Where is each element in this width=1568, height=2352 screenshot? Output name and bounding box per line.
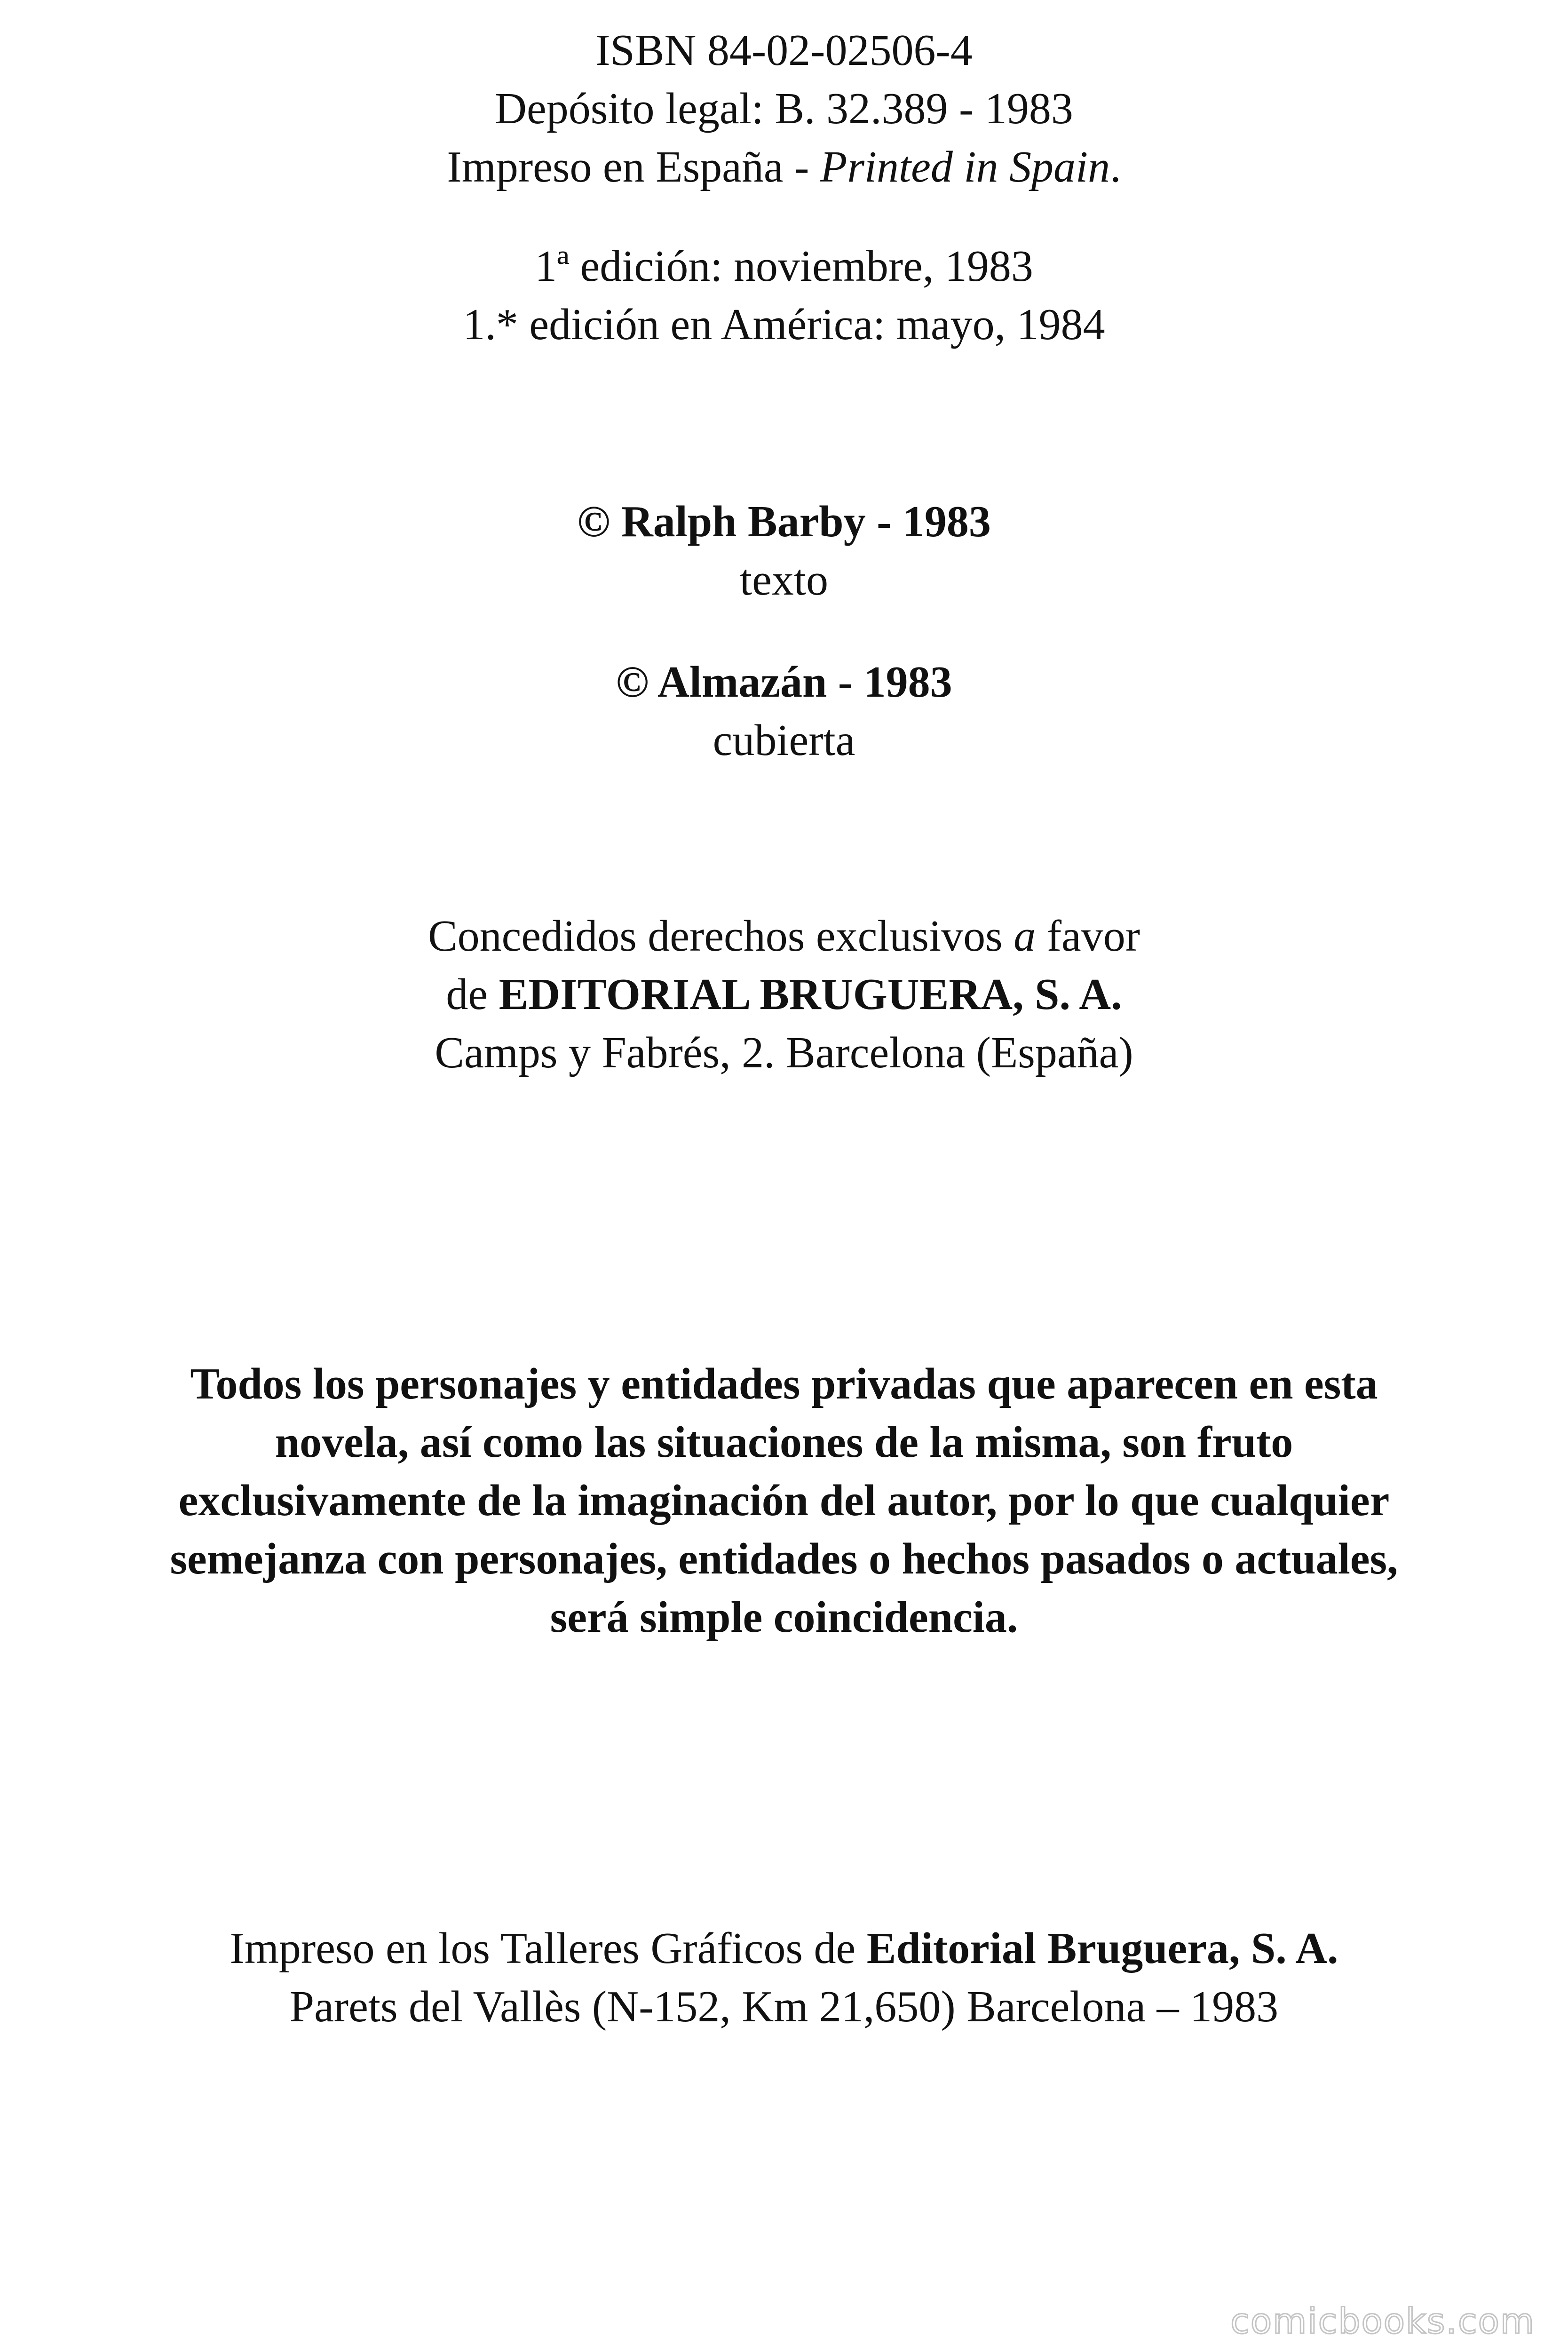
rights-line-1-b: a [1014, 912, 1036, 961]
printed-in-spain-es: Impreso en España - [447, 143, 820, 191]
printer-name: Editorial Bruguera, S. A. [866, 1924, 1338, 1973]
copyright-text-block [0, 493, 1568, 609]
disclaimer-block [0, 1355, 1568, 1646]
printed-in-spain-dot: . [1110, 143, 1121, 191]
imprint-block [0, 21, 1568, 196]
disclaimer-line: novela, así como las situaciones de la misma, son fruto [275, 1418, 1293, 1467]
america-edition: 1.* edición en América: mayo, 1984 [463, 300, 1105, 349]
editions-block [0, 237, 1568, 354]
first-edition: 1ª edición: noviembre, 1983 [535, 242, 1033, 291]
printer-line-2: Parets del Vallès (N-152, Km 21,650) Barcelona – 1983 [289, 1982, 1279, 2031]
rights-line-3: Camps y Fabrés, 2. Barcelona (España) [435, 1028, 1133, 1077]
rights-line-1-a: Concedidos derechos exclusivos [428, 912, 1014, 961]
rights-line-1 [0, 907, 1568, 965]
printer-block [0, 1919, 1568, 2036]
printed-in-spain-en: Printed in Spain [820, 143, 1110, 191]
publisher-name: EDITORIAL BRUGUERA, S. A. [499, 970, 1122, 1019]
copyright-cover-role: cubierta [713, 716, 855, 765]
printer-line-1 [0, 1919, 1568, 1978]
watermark: comicbooks.com [1230, 2301, 1535, 2342]
copyright-author: © Ralph Barby - 1983 [577, 497, 991, 546]
disclaimer-line: exclusivamente de la imaginación del autor, por lo que cualquier [178, 1476, 1390, 1525]
deposito-legal: Depósito legal: B. 32.389 - 1983 [495, 84, 1073, 133]
copyright-cover-block [0, 653, 1568, 770]
copyright-author-role: texto [740, 556, 828, 604]
printer-line-1-a: Impreso en los Talleres Gráficos de [230, 1924, 867, 1973]
copyright-cover: © Almazán - 1983 [616, 658, 952, 707]
rights-line-2 [0, 965, 1568, 1024]
disclaimer-line: será simple coincidencia. [550, 1593, 1018, 1642]
rights-line-1-c: favor [1036, 912, 1140, 961]
isbn: ISBN 84-02-02506-4 [595, 26, 973, 75]
disclaimer-line: semejanza con personajes, entidades o hechos pasados o actuales, [170, 1534, 1398, 1583]
disclaimer-line: Todos los personajes y entidades privadas que aparecen en esta [190, 1359, 1378, 1408]
printed-in-spain [0, 138, 1568, 196]
rights-block [0, 907, 1568, 1082]
rights-line-2-a: de [446, 970, 499, 1019]
